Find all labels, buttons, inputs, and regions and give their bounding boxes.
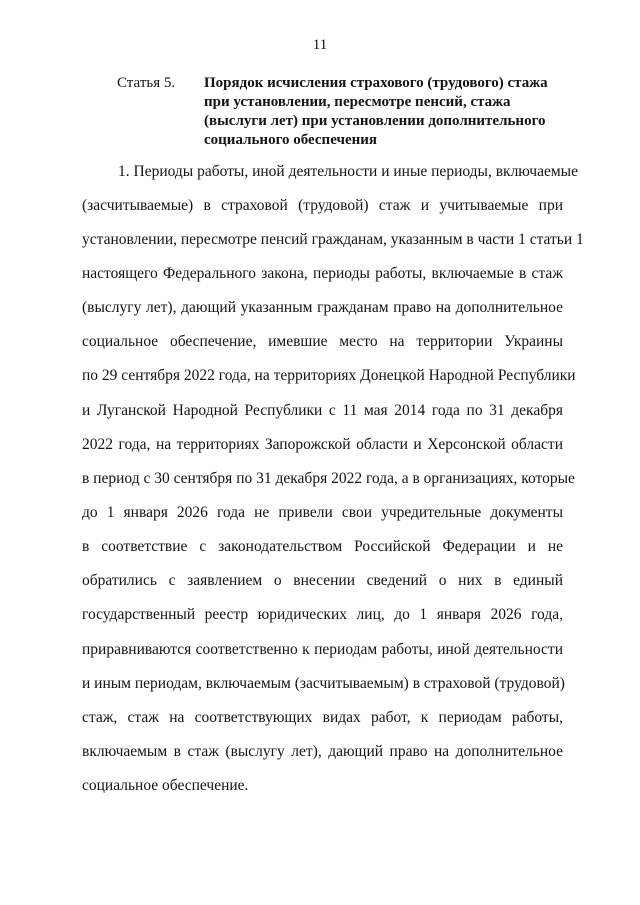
paragraph-line: социальное обеспечение, имевшие место на территории Украины	[82, 333, 563, 350]
article-title-line: социального обеспечения	[204, 132, 377, 148]
paragraph-line: 2022 года, на территориях Запорожской области и Херсонской области	[82, 436, 563, 453]
paragraph-line: до 1 января 2026 года не привели свои учредительные документы	[82, 504, 563, 521]
article-title-line: при установлении, пересмотре пенсий, стажа	[204, 94, 511, 110]
article-title	[204, 74, 548, 150]
paragraph-line: и иным периодам, включаемым (засчитываемым) в страховой (трудовой)	[82, 675, 565, 692]
paragraph-line: (выслугу лет), дающий указанным гражданам право на дополнительное	[82, 299, 563, 316]
paragraph-line: 1. Периоды работы, иной деятельности и иные периоды, включаемые	[118, 163, 578, 180]
paragraph-line: стаж, стаж на соответствующих видах работ, к периодам работы,	[82, 709, 563, 726]
article-heading	[117, 74, 577, 150]
paragraph-line: и Луганской Народной Республики с 11 мая 2014 года по 31 декабря	[82, 402, 563, 419]
paragraph-line: установлении, пересмотре пенсий гражданам, указанным в части 1 статьи 1	[82, 231, 584, 248]
article-title-line: Порядок исчисления страхового (трудового) стажа	[204, 75, 548, 91]
paragraph-line: по 29 сентября 2022 года, на территориях Донецкой Народной Республики	[82, 367, 576, 384]
paragraph-line: в период с 30 сентября по 31 декабря 2022 года, а в организациях, которые	[82, 470, 575, 487]
paragraph-line: в соответствие с законодательством Российской Федерации и не	[82, 538, 563, 555]
paragraph-line: включаемым в стаж (выслугу лет), дающий право на дополнительное	[82, 743, 563, 760]
paragraph-line: социальное обеспечение.	[82, 777, 249, 794]
paragraph-line: государственный реестр юридических лиц, до 1 января 2026 года,	[82, 606, 563, 623]
paragraph-line: (засчитываемые) в страховой (трудовой) стаж и учитываемые при	[82, 197, 563, 214]
article-label: Статья 5.	[117, 75, 176, 91]
article-title-line: (выслуги лет) при установлении дополнительного	[204, 113, 546, 129]
paragraph-line: настоящего Федерального закона, периоды работы, включаемые в стаж	[82, 265, 563, 282]
paragraph-line: приравниваются соответственно к периодам работы, иной деятельности	[82, 641, 563, 658]
paragraph-line: обратились с заявлением о внесении сведений о них в единый	[82, 572, 563, 589]
page-number: 11	[312, 37, 328, 53]
